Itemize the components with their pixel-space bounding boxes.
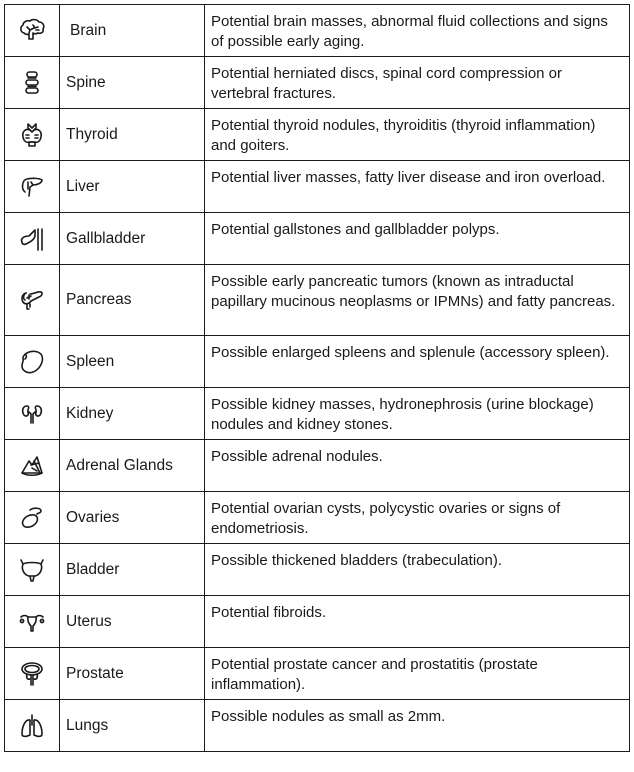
table-row (5, 213, 630, 265)
thyroid-icon (17, 120, 47, 150)
organ-description: Potential gallstones and gallbladder polyps. (205, 213, 630, 265)
table-row (5, 161, 630, 213)
icon-cell (5, 700, 60, 752)
organ-description: Potential ovarian cysts, polycystic ovaries or signs of endometriosis. (205, 492, 630, 544)
organ-description: Potential fibroids. (205, 596, 630, 648)
adrenal-glands-icon (17, 451, 47, 481)
organ-description: Potential liver masses, fatty liver disease and iron overload. (205, 161, 630, 213)
liver-icon (17, 172, 47, 202)
icon-cell (5, 161, 60, 213)
organ-name: Prostate (60, 648, 205, 700)
icon-cell (5, 265, 60, 336)
gallbladder-icon (17, 224, 47, 254)
table-row (5, 336, 630, 388)
icon-cell (5, 648, 60, 700)
organ-name: Adrenal Glands (60, 440, 205, 492)
organ-name: Kidney (60, 388, 205, 440)
organ-name: Gallbladder (60, 213, 205, 265)
organ-description: Possible early pancreatic tumors (known as intraductal papillary mucinous neoplasms or IPMNs) and fatty pancreas. (205, 265, 630, 336)
icon-cell (5, 544, 60, 596)
organ-name: Bladder (60, 544, 205, 596)
table-row (5, 648, 630, 700)
brain-icon (17, 16, 47, 46)
spine-icon (17, 68, 47, 98)
icon-cell (5, 388, 60, 440)
uterus-icon (17, 607, 47, 637)
table-row (5, 440, 630, 492)
organ-description: Possible adrenal nodules. (205, 440, 630, 492)
table-row (5, 109, 630, 161)
prostate-icon (17, 659, 47, 689)
bladder-icon (17, 555, 47, 585)
icon-cell (5, 492, 60, 544)
icon-cell (5, 596, 60, 648)
organ-name: Lungs (60, 700, 205, 752)
table-row (5, 388, 630, 440)
lungs-icon (17, 711, 47, 741)
organ-description: Possible kidney masses, hydronephrosis (urine blockage) nodules and kidney stones. (205, 388, 630, 440)
organ-name: Brain (60, 5, 205, 57)
organ-name: Ovaries (60, 492, 205, 544)
table-row (5, 596, 630, 648)
organ-name: Thyroid (60, 109, 205, 161)
icon-cell (5, 57, 60, 109)
table-row (5, 265, 630, 336)
table-row (5, 544, 630, 596)
icon-cell (5, 109, 60, 161)
organ-name: Spine (60, 57, 205, 109)
table-row (5, 5, 630, 57)
organ-name: Liver (60, 161, 205, 213)
organ-name: Spleen (60, 336, 205, 388)
organ-name: Uterus (60, 596, 205, 648)
table-row (5, 492, 630, 544)
organ-description: Potential herniated discs, spinal cord compression or vertebral fractures. (205, 57, 630, 109)
kidney-icon (17, 399, 47, 429)
organ-description: Potential prostate cancer and prostatitis (prostate inflammation). (205, 648, 630, 700)
organ-name: Pancreas (60, 265, 205, 336)
ovaries-icon (17, 503, 47, 533)
table-row (5, 700, 630, 752)
table-row (5, 57, 630, 109)
organ-findings-table (4, 4, 630, 752)
icon-cell (5, 5, 60, 57)
icon-cell (5, 213, 60, 265)
icon-cell (5, 440, 60, 492)
organ-description: Potential thyroid nodules, thyroiditis (thyroid inflammation) and goiters. (205, 109, 630, 161)
pancreas-icon (17, 285, 47, 315)
organ-description: Potential brain masses, abnormal fluid collections and signs of possible early aging. (205, 5, 630, 57)
organ-description: Possible enlarged spleens and splenule (accessory spleen). (205, 336, 630, 388)
organ-description: Possible thickened bladders (trabeculation). (205, 544, 630, 596)
icon-cell (5, 336, 60, 388)
spleen-icon (17, 347, 47, 377)
organ-description: Possible nodules as small as 2mm. (205, 700, 630, 752)
